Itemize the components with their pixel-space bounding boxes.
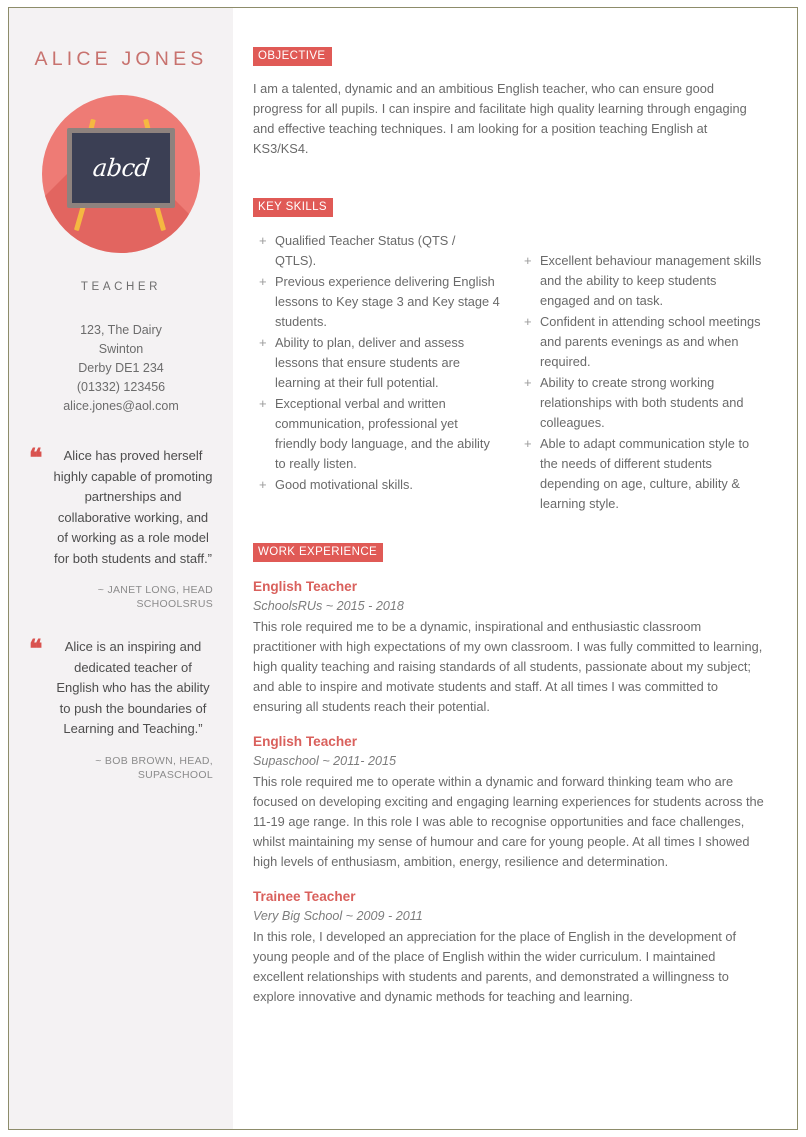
testimonial-2 — [29, 634, 213, 782]
avatar-circle — [42, 95, 200, 253]
skill-item — [253, 394, 500, 474]
skill-item — [518, 312, 765, 372]
bullet-plus-icon: + — [259, 477, 267, 492]
job-title: Trainee Teacher — [253, 889, 356, 904]
bullet-plus-icon: + — [524, 436, 532, 451]
job-employer-dates: Very Big School ~ 2009 - 2011 — [253, 909, 423, 923]
skill-item — [253, 272, 500, 332]
job-description: This role required me to be a dynamic, inspirational and enthusiastic classroom practitioner with high expectations of my own classroom. I was fully committed to learning, high quality teaching and raising standards of all students, passionate about my subject; and able to inspire and motivate students and staff. At all times I was committed to ensuring all students reach their potential. — [253, 619, 763, 714]
bullet-plus-icon: + — [259, 335, 267, 350]
contact-details — [63, 321, 179, 416]
avatar — [42, 95, 200, 253]
skill-item — [253, 333, 500, 393]
skill-text: Qualified Teacher Status (QTS / QTLS). — [275, 233, 456, 268]
skill-text: Ability to create strong working relationships with both students and colleagues. — [540, 375, 744, 430]
contact-phone: (01332) 123456 — [76, 380, 166, 394]
key-skills-right-column — [518, 231, 765, 515]
testimonial-attribution: ~ BOB BROWN, HEAD, SUPASCHOOL — [95, 754, 213, 781]
key-skills-left-column — [253, 231, 500, 515]
page-title: ALICE JONES — [34, 48, 208, 70]
job-description: This role required me to operate within a dynamic and forward thinking team who are focused on developing exciting and engaging learning experiences for students across the 11-19 age range. In this role I was able to recognise opportunities and face challenges, whilst maintaining my sense of humour and care for young people. At all times I showed high levels of enthusiasm, ambition, energy, resilience and determination. — [253, 774, 764, 869]
bullet-plus-icon: + — [259, 233, 267, 248]
bullet-plus-icon: + — [524, 253, 532, 268]
objective-heading: OBJECTIVE — [253, 47, 332, 66]
bullet-plus-icon: + — [524, 314, 532, 329]
contact-email: alice.jones@aol.com — [63, 399, 179, 413]
bullet-plus-icon: + — [259, 396, 267, 411]
job-role-label: TEACHER — [80, 281, 162, 293]
blackboard-text: abcd — [91, 154, 151, 182]
testimonial-1 — [29, 443, 213, 611]
skill-text: Excellent behaviour management skills and the ability to keep students engaged and on task. — [540, 253, 762, 308]
quote-icon: ❝ — [29, 634, 43, 663]
objective-text: I am a talented, dynamic and an ambitious English teacher, who can ensure good progress for all pupils. I can inspire and facilitate high quality learning through engaging and effective teaching techniques. I am looking for a position teaching English at KS3/KS4. — [253, 81, 747, 156]
job-entry — [253, 732, 765, 872]
job-employer-dates: Supaschool ~ 2011- 2015 — [253, 754, 396, 768]
objective-section — [253, 46, 765, 159]
skill-text: Able to adapt communication style to the needs of different students depending on age, culture, ability & learning style. — [540, 436, 750, 511]
skill-text: Exceptional verbal and written communication, professional yet friendly body language, and the ability to really listen. — [275, 396, 490, 471]
key-skills-heading: KEY SKILLS — [253, 198, 333, 217]
skill-item — [253, 231, 500, 271]
skill-text: Good motivational skills. — [275, 477, 413, 492]
bullet-plus-icon: + — [259, 274, 267, 289]
skill-text: Ability to plan, deliver and assess lessons that ensure students are learning at their full potential. — [275, 335, 465, 390]
work-experience-heading: WORK EXPERIENCE — [253, 543, 383, 562]
contact-address-line2: Swinton — [98, 342, 144, 356]
contact-address-line3: Derby DE1 234 — [78, 361, 164, 375]
skill-item — [518, 434, 765, 514]
testimonial-text: Alice has proved herself highly capable of promoting partnerships and collaborative working, and of working as a role model for both students and staff.” — [53, 448, 213, 566]
skill-item — [518, 373, 765, 433]
main-content — [233, 8, 797, 1129]
testimonial-attribution: ~ JANET LONG, HEAD SCHOOLSRUS — [97, 584, 213, 610]
job-title: English Teacher — [253, 579, 357, 594]
job-entry — [253, 577, 765, 717]
resume-page — [8, 7, 798, 1130]
skill-text: Confident in attending school meetings and parents evenings as and when required. — [540, 314, 761, 369]
blackboard-icon — [67, 128, 175, 208]
skill-item — [253, 475, 500, 495]
contact-address-line1: 123, The Dairy — [80, 323, 162, 337]
job-description: In this role, I developed an appreciation for the place of English in the development of young people and of the place of English within the wider curriculum. I maintained excellent relationships with students and parents, and demonstrated a willingness to explore innovative and dynamic methods for teaching and learning. — [253, 929, 737, 1004]
job-employer-dates: SchoolsRUs ~ 2015 - 2018 — [253, 599, 404, 613]
testimonial-text: Alice is an inspiring and dedicated teacher of English who has the ability to push the boundaries of Learning and Teaching.” — [56, 639, 210, 736]
bullet-plus-icon: + — [524, 375, 532, 390]
skill-item — [518, 251, 765, 311]
quote-icon: ❝ — [29, 443, 43, 472]
blackboard-face — [72, 133, 170, 203]
job-entry — [253, 887, 765, 1007]
job-title: English Teacher — [253, 734, 357, 749]
work-experience-section — [253, 542, 765, 1007]
skill-text: Previous experience delivering English lessons to Key stage 3 and Key stage 4 students. — [275, 274, 500, 329]
key-skills-section — [253, 197, 765, 515]
sidebar — [9, 8, 233, 1129]
